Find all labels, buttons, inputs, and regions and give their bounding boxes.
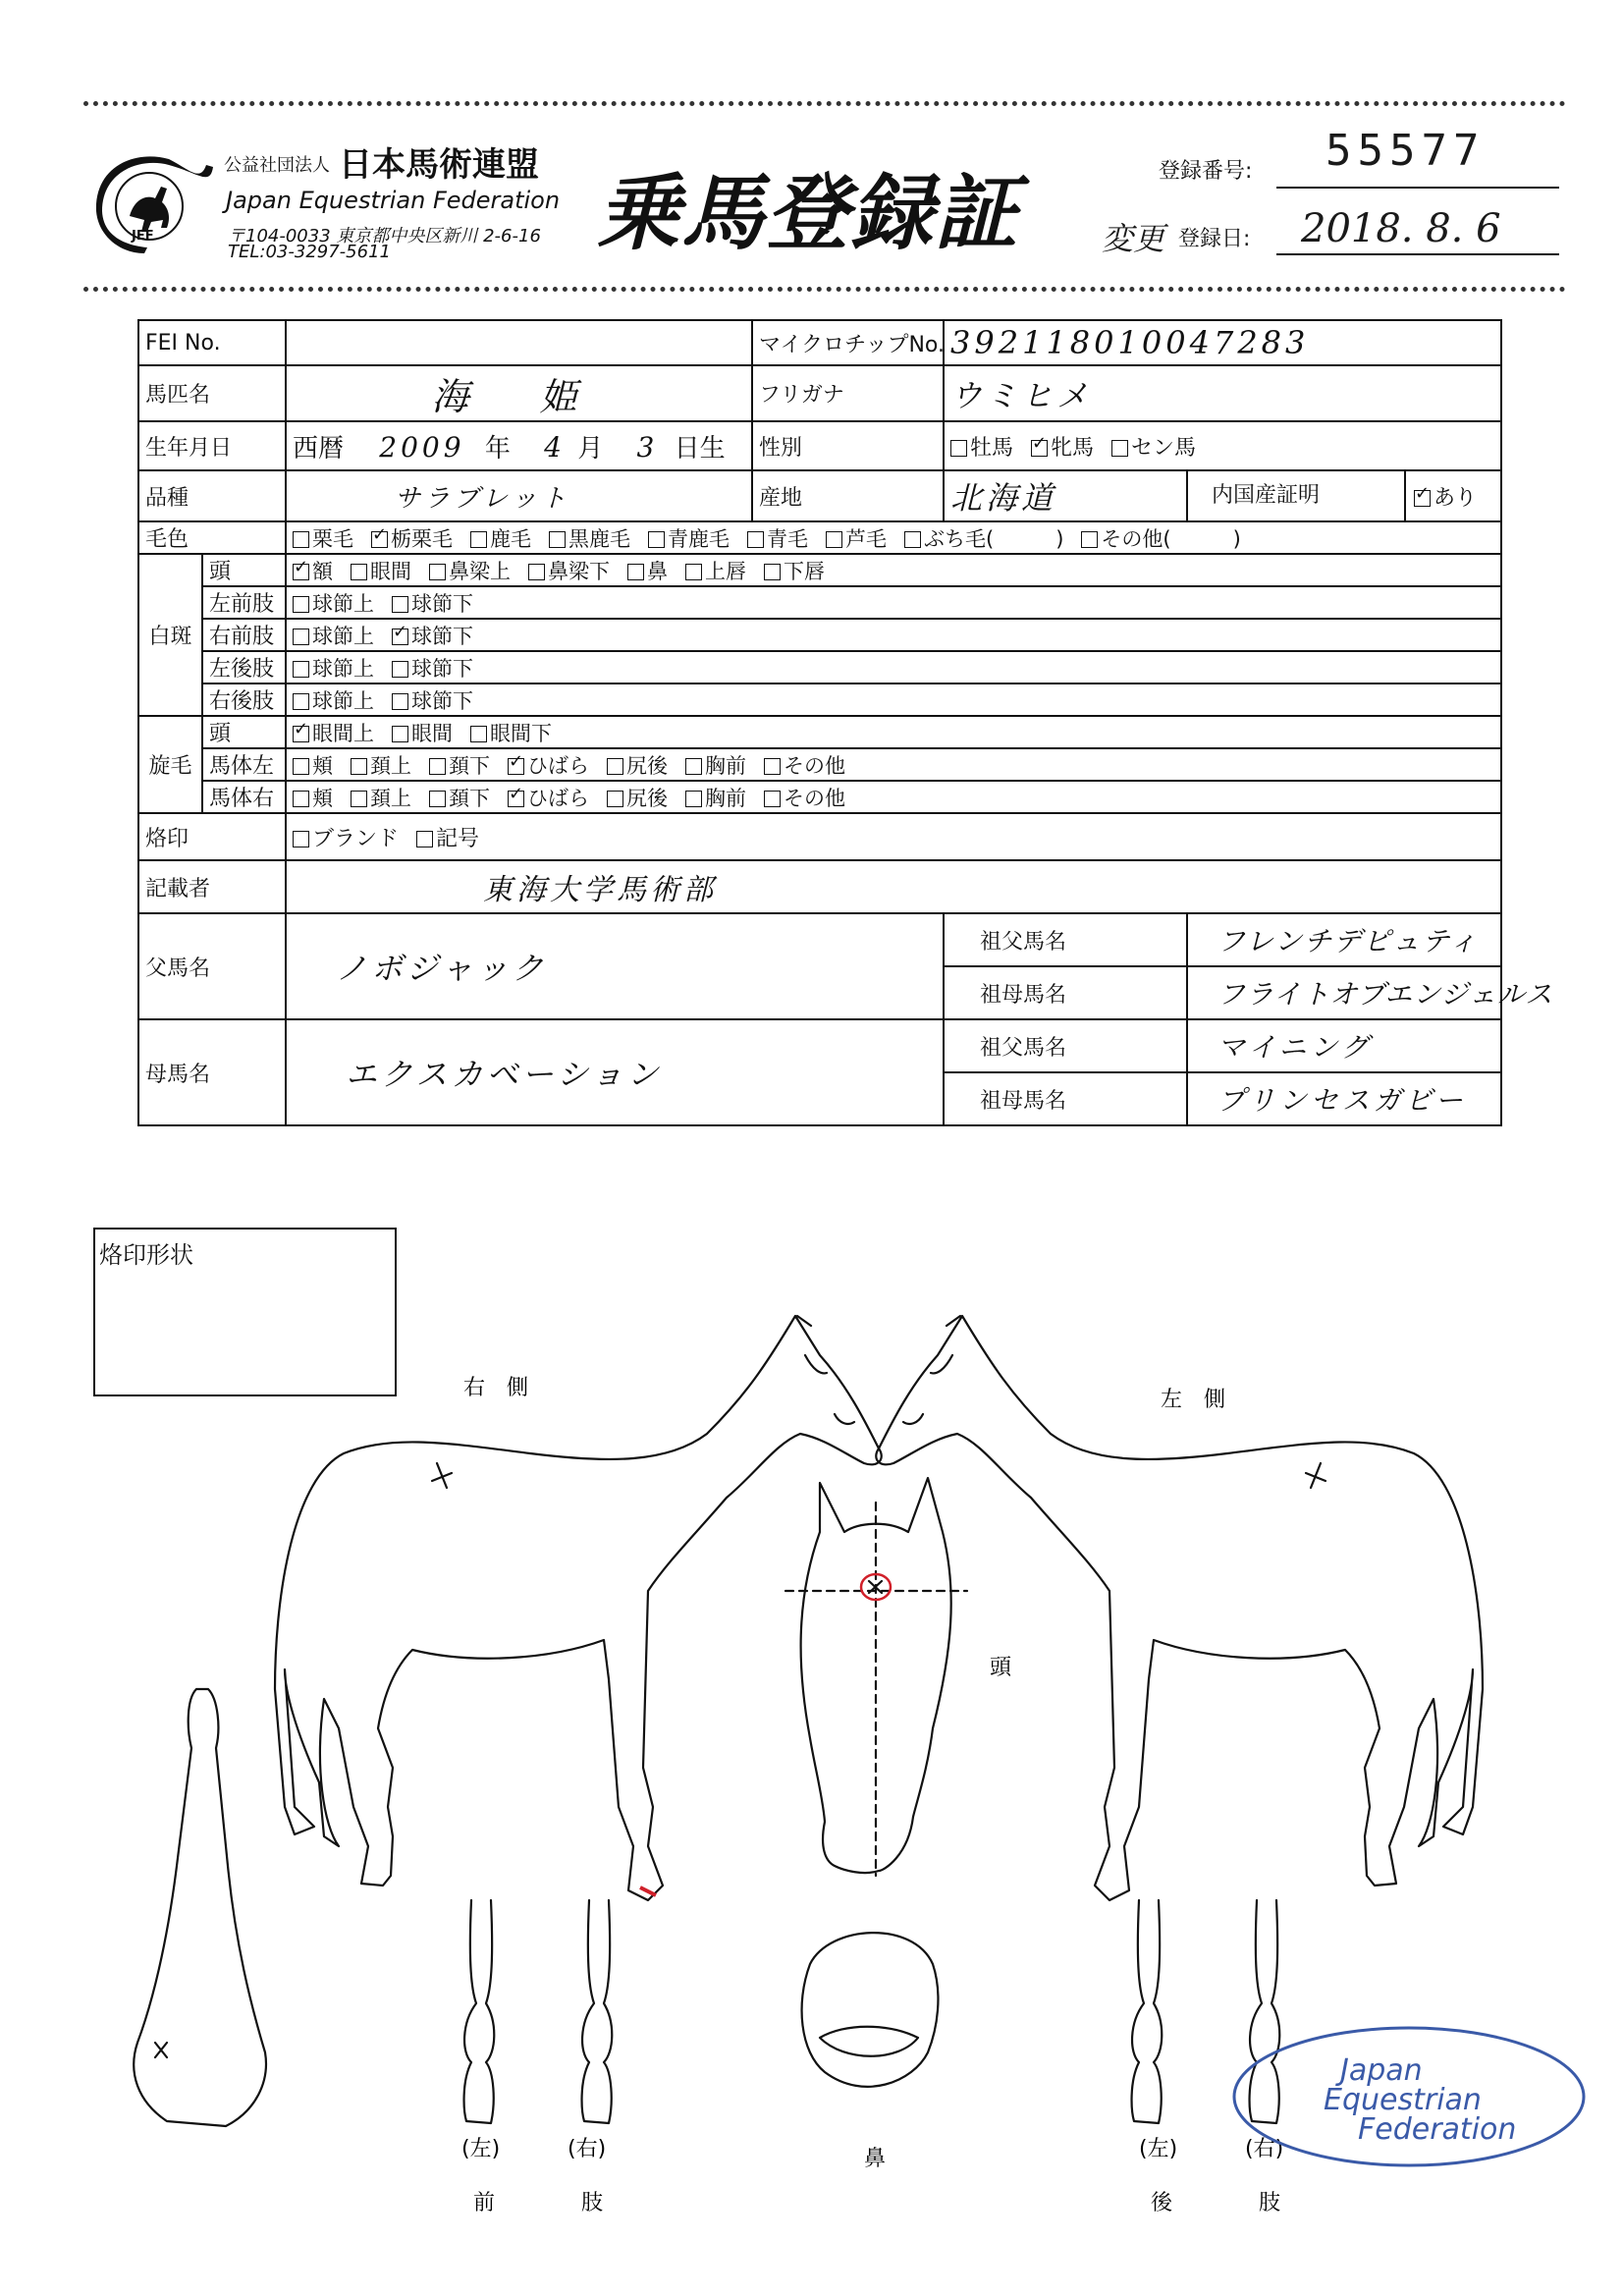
whorl-1-option-5-label: 胸前 — [705, 753, 746, 778]
whorl-0-option-0-checkbox[interactable] — [293, 726, 309, 742]
coat-option-6-checkbox[interactable] — [826, 531, 842, 548]
white-0-option-6[interactable] — [764, 560, 825, 583]
furigana-value: ウミヒメ — [950, 376, 1093, 414]
whorl-2-option-3[interactable] — [508, 787, 589, 810]
coat-option-7-label: ぶち毛( ) — [924, 526, 1064, 551]
sire-gsire-label: 祖父馬名 — [944, 913, 1187, 966]
reg-date-label: 登録日: — [1178, 227, 1251, 251]
whorl-group — [138, 716, 1501, 813]
white-2-option-0-label: 球節上 — [312, 624, 374, 648]
whorl-part-label: 頭 — [202, 716, 286, 748]
whorl-part-label: 馬体右 — [202, 781, 286, 813]
whorl-0-option-1-label: 眼間 — [411, 721, 453, 745]
whorl-2-option-0[interactable] — [293, 787, 333, 810]
row-fei — [138, 320, 1501, 365]
white-3-option-0[interactable] — [293, 657, 374, 681]
whorl-1-option-1-label: 頚上 — [370, 753, 411, 778]
name-value-field[interactable] — [286, 365, 752, 421]
row-name — [138, 365, 1501, 421]
coat-option-1[interactable] — [371, 527, 453, 551]
whorl-2-option-1[interactable] — [351, 787, 411, 810]
origin-value: 北海道 — [950, 479, 1057, 517]
whorl-1-option-2-checkbox[interactable] — [429, 758, 446, 775]
whorl-1-option-1[interactable] — [351, 754, 411, 778]
white-0-option-5[interactable] — [685, 560, 746, 583]
whorl-1-option-2-label: 頚下 — [449, 753, 490, 778]
coat-option-0-checkbox[interactable] — [293, 531, 309, 548]
birth-month-unit: 月 — [577, 433, 604, 464]
nose-label: 鼻 — [864, 2147, 887, 2171]
coat-option-3[interactable] — [549, 527, 630, 551]
birth-value-field[interactable] — [286, 421, 752, 470]
whorl-0-option-0[interactable] — [293, 722, 374, 745]
coat-option-3-checkbox[interactable] — [549, 531, 566, 548]
whorl-1-option-3-checkbox[interactable] — [508, 758, 524, 775]
sex-options — [944, 421, 1501, 470]
whorl-options — [286, 748, 1501, 781]
reg-no-value: 55577 — [1325, 126, 1486, 176]
whorl-1-option-6-label: その他 — [784, 753, 845, 778]
whorl-2-option-2-label: 頚下 — [449, 786, 490, 810]
whorl-2-option-4-checkbox[interactable] — [607, 791, 623, 807]
white-options — [286, 683, 1501, 716]
dam-gdam-value: プリンセスガビー — [1217, 1084, 1467, 1117]
right-side-label: 右 側 — [463, 1376, 529, 1400]
white-2-option-1-label: 球節下 — [411, 624, 473, 648]
whorl-2-option-4[interactable] — [607, 787, 668, 810]
whorl-1-option-0-checkbox[interactable] — [293, 758, 309, 775]
dam-value: エクスカベーション — [346, 1056, 663, 1093]
white-1-option-0-checkbox[interactable] — [293, 596, 309, 613]
whorl-1-option-6[interactable] — [764, 754, 845, 778]
chip-value: 392118010047283 — [950, 324, 1310, 361]
white-3-option-1-label: 球節下 — [411, 656, 473, 681]
recorder-value: 東海大学馬術部 — [483, 873, 717, 907]
coat-option-0-label: 栗毛 — [312, 526, 353, 551]
whorl-2-option-0-label: 頬 — [312, 786, 333, 810]
coat-option-1-label: 栃栗毛 — [391, 526, 453, 551]
whorl-1-option-6-checkbox[interactable] — [764, 758, 781, 775]
white-0-option-5-checkbox[interactable] — [685, 564, 702, 580]
nose-outline — [802, 1933, 939, 2087]
document-title: 乗馬登録証 — [597, 165, 1020, 261]
fei-value-field[interactable] — [286, 320, 752, 365]
birth-day-unit: 日生 — [674, 433, 726, 464]
whorl-group-label: 旋毛 — [138, 716, 202, 813]
whorl-2-option-6-checkbox[interactable] — [764, 791, 781, 807]
white-1-option-0-label: 球節上 — [312, 591, 374, 616]
breed-value-field[interactable] — [286, 470, 752, 521]
white-options — [286, 619, 1501, 651]
white-row — [138, 586, 1501, 619]
whorl-0-option-1[interactable] — [392, 722, 453, 745]
whorl-2-option-0-checkbox[interactable] — [293, 791, 309, 807]
white-2-option-0[interactable] — [293, 625, 374, 648]
whorl-0-option-1-checkbox[interactable] — [392, 726, 408, 742]
white-0-option-1-checkbox[interactable] — [351, 564, 367, 580]
brand-label: 烙印 — [138, 813, 286, 860]
white-group-label: 白斑 — [138, 554, 202, 716]
coat-option-3-label: 黒鹿毛 — [568, 526, 630, 551]
row-coat — [138, 521, 1501, 554]
hind-legs-outline — [1132, 1900, 1280, 2123]
org-name: 日本馬術連盟 — [339, 145, 539, 185]
row-dam-1 — [138, 1019, 1501, 1072]
whorl-0-option-2[interactable] — [470, 722, 552, 745]
whorl-1-option-4-checkbox[interactable] — [607, 758, 623, 775]
hind-left-label: (左) — [1139, 2137, 1178, 2161]
dam-gsire-field[interactable] — [1187, 1019, 1501, 1072]
whorl-0-option-2-checkbox[interactable] — [470, 726, 487, 742]
white-4-option-0-checkbox[interactable] — [293, 693, 309, 710]
white-1-option-0[interactable] — [293, 592, 374, 616]
row-sire-1 — [138, 913, 1501, 966]
white-4-option-1-label: 球節下 — [411, 688, 473, 713]
recorder-label: 記載者 — [138, 860, 286, 913]
furigana-label: フリガナ — [752, 365, 944, 421]
coat-option-8[interactable] — [1081, 527, 1240, 551]
coat-option-5-checkbox[interactable] — [747, 531, 764, 548]
front-head-outline — [785, 1478, 967, 1876]
org-type: 公益社団法人 — [224, 155, 330, 176]
origin-value-field[interactable] — [944, 470, 1187, 521]
dam-value-field[interactable] — [286, 1019, 944, 1125]
stamp-line1: Japan — [1340, 2053, 1423, 2088]
sex-option-0-label: 牡馬 — [970, 435, 1014, 461]
coat-option-0[interactable] — [293, 527, 353, 551]
reg-no-underline — [1276, 187, 1559, 189]
whorl-1-option-5-checkbox[interactable] — [685, 758, 702, 775]
coat-option-8-checkbox[interactable] — [1081, 531, 1098, 548]
whorl-2-option-5[interactable] — [685, 787, 746, 810]
whorl-part-label: 馬体左 — [202, 748, 286, 781]
org-address: 〒104-0033 東京都中央区新川 2-6-16 — [228, 226, 541, 246]
white-0-option-4-checkbox[interactable] — [627, 564, 644, 580]
white-part-label: 右後肢 — [202, 683, 286, 716]
white-3-option-0-label: 球節上 — [312, 656, 374, 681]
white-4-option-1[interactable] — [392, 689, 473, 713]
chip-label: マイクロチップNo. — [752, 320, 944, 365]
left-side-label: 左 側 — [1161, 1388, 1226, 1412]
coat-option-2-label: 鹿毛 — [490, 526, 531, 551]
white-3-option-0-checkbox[interactable] — [293, 661, 309, 678]
whorl-options — [286, 781, 1501, 813]
stamp-line2: Equestrian — [1324, 2083, 1482, 2117]
brand-option-0[interactable] — [293, 827, 399, 851]
white-4-option-0[interactable] — [293, 689, 374, 713]
right-side-horse-outline — [275, 1316, 882, 1900]
white-row — [138, 554, 1501, 586]
white-2-option-0-checkbox[interactable] — [293, 629, 309, 645]
whorl-1-option-3-label: ひばら — [527, 753, 589, 778]
white-part-label: 左後肢 — [202, 651, 286, 683]
hind-label-2: 肢 — [1259, 2191, 1281, 2215]
white-0-option-0[interactable] — [293, 560, 333, 583]
white-1-option-1[interactable] — [392, 592, 473, 616]
domestic-option-label: あり — [1434, 485, 1478, 511]
fore-label-2: 肢 — [581, 2191, 604, 2215]
chip-value-field[interactable] — [944, 320, 1501, 365]
sire-gsire-value: フレンチデピュティ — [1217, 925, 1479, 957]
whorl-1-option-0[interactable] — [293, 754, 333, 778]
white-0-option-0-label: 額 — [312, 559, 333, 583]
sire-gsire-field[interactable] — [1187, 913, 1501, 966]
white-1-option-1-checkbox[interactable] — [392, 596, 408, 613]
whorl-0-option-0-label: 眼間上 — [312, 721, 374, 745]
fei-label: FEI No. — [138, 320, 286, 365]
reg-date-value: 2018. 8. 6 — [1301, 206, 1501, 251]
coat-option-4-checkbox[interactable] — [648, 531, 665, 548]
brand-option-0-checkbox[interactable] — [293, 831, 309, 847]
sire-gdam-label: 祖母馬名 — [944, 966, 1187, 1019]
birth-day: 3 — [636, 430, 659, 464]
whorl-1-option-4[interactable] — [607, 754, 668, 778]
birth-label: 生年月日 — [138, 421, 286, 470]
coat-option-6-label: 芦毛 — [845, 526, 887, 551]
coat-option-5[interactable] — [747, 527, 808, 551]
white-options — [286, 651, 1501, 683]
coat-option-7[interactable] — [904, 527, 1063, 551]
row-breed — [138, 470, 1501, 521]
white-row — [138, 683, 1501, 716]
white-0-option-3-label: 鼻梁下 — [548, 559, 610, 583]
dam-label: 母馬名 — [138, 1019, 286, 1125]
coat-option-8-label: その他( ) — [1101, 526, 1241, 551]
pastern-mark — [640, 1887, 656, 1895]
sire-value: ノボジャック — [336, 950, 548, 987]
dam-gdam-label: 祖母馬名 — [944, 1072, 1187, 1125]
white-1-option-1-label: 球節下 — [411, 591, 473, 616]
recorder-value-field[interactable] — [286, 860, 1501, 913]
whorl-2-option-2-checkbox[interactable] — [429, 791, 446, 807]
birth-era: 西暦 — [293, 433, 345, 464]
birth-year-unit: 年 — [484, 433, 511, 464]
dam-gdam-field[interactable] — [1187, 1072, 1501, 1125]
sex-option-1[interactable] — [1031, 436, 1094, 461]
fore-label-1: 前 — [473, 2191, 496, 2215]
sex-option-1-checkbox[interactable] — [1031, 440, 1048, 457]
coat-label: 毛色 — [138, 521, 286, 554]
sire-label: 父馬名 — [138, 913, 286, 1019]
white-0-option-2[interactable] — [429, 560, 511, 583]
whorl-2-option-6[interactable] — [764, 787, 845, 810]
whorl-row — [138, 748, 1501, 781]
whorl-0-option-2-label: 眼間下 — [490, 721, 552, 745]
white-2-option-1[interactable] — [392, 625, 473, 648]
fore-right-label: (右) — [568, 2137, 607, 2161]
row-brand — [138, 813, 1501, 860]
domestic-option[interactable] — [1406, 481, 1477, 512]
brand-option-1-checkbox[interactable] — [416, 831, 433, 847]
white-part-label: 右前肢 — [202, 619, 286, 651]
whorl-2-option-5-checkbox[interactable] — [685, 791, 702, 807]
white-marks-group — [138, 554, 1501, 716]
sire-gdam-value: フライトオブエンジェルス — [1217, 978, 1553, 1011]
coat-option-2[interactable] — [470, 527, 531, 551]
coat-option-4[interactable] — [648, 527, 730, 551]
whorl-1-option-5[interactable] — [685, 754, 746, 778]
org-name-en: Japan Equestrian Federation — [226, 187, 561, 214]
white-0-option-1-label: 眼間 — [370, 559, 411, 583]
whorl-1-option-1-checkbox[interactable] — [351, 758, 367, 775]
coat-option-7-checkbox[interactable] — [904, 531, 921, 548]
coat-option-1-checkbox[interactable] — [371, 531, 388, 548]
domestic-label: 内国産証明 — [1188, 471, 1406, 520]
whorl-1-option-0-label: 頬 — [312, 753, 333, 778]
white-options — [286, 554, 1501, 586]
white-3-option-1[interactable] — [392, 657, 473, 681]
fore-legs-outline — [464, 1900, 613, 2123]
white-4-option-0-label: 球節上 — [312, 688, 374, 713]
brand-options — [286, 813, 1501, 860]
brand-option-1[interactable] — [416, 827, 479, 851]
name-label: 馬匹名 — [138, 365, 286, 421]
white-part-label: 頭 — [202, 554, 286, 586]
brand-shape-label: 烙印形状 — [99, 1241, 193, 1269]
row-birth — [138, 421, 1501, 470]
fore-left-label: (左) — [461, 2137, 501, 2161]
whorl-2-option-6-label: その他 — [784, 786, 845, 810]
birth-month: 4 — [544, 430, 566, 464]
white-3-option-1-checkbox[interactable] — [392, 661, 408, 678]
white-options — [286, 586, 1501, 619]
jef-logo — [90, 137, 218, 260]
coat-option-5-label: 青毛 — [767, 526, 808, 551]
dam-gsire-label: 祖父馬名 — [944, 1019, 1187, 1072]
whorl-2-option-1-label: 頚上 — [370, 786, 411, 810]
sex-option-0[interactable] — [950, 436, 1013, 461]
white-0-option-3-checkbox[interactable] — [528, 564, 545, 580]
jef-stamp — [1234, 2028, 1584, 2165]
reg-no-label: 登録番号: — [1159, 159, 1253, 184]
head-label: 頭 — [990, 1656, 1012, 1680]
whorl-2-option-2[interactable] — [429, 787, 490, 810]
name-value: 海 姫 — [431, 375, 607, 418]
sex-option-2[interactable] — [1111, 436, 1196, 461]
white-0-option-0-checkbox[interactable] — [293, 564, 309, 580]
sire-value-field[interactable] — [286, 913, 944, 1019]
white-0-option-1[interactable] — [351, 560, 411, 583]
reg-date-underline — [1276, 253, 1559, 255]
white-row — [138, 651, 1501, 683]
white-0-option-6-checkbox[interactable] — [764, 564, 781, 580]
svg-text:JEF: JEF — [132, 229, 154, 244]
origin-label: 産地 — [752, 470, 944, 521]
brand-option-1-label: 記号 — [436, 826, 480, 851]
dam-gsire-value: マイニング — [1217, 1031, 1373, 1064]
whorl-row — [138, 781, 1501, 813]
birth-year: 2009 — [379, 430, 465, 464]
stamp-line3: Federation — [1358, 2112, 1517, 2147]
whorl-2-option-4-label: 尻後 — [626, 786, 668, 810]
whorl-options — [286, 716, 1501, 748]
whorl-2-option-1-checkbox[interactable] — [351, 791, 367, 807]
white-0-option-4[interactable] — [627, 560, 668, 583]
coat-options — [286, 521, 1501, 554]
whorl-1-option-4-label: 尻後 — [626, 753, 668, 778]
white-0-option-4-label: 鼻 — [647, 559, 668, 583]
coat-option-6[interactable] — [826, 527, 887, 551]
sex-option-0-checkbox[interactable] — [950, 440, 967, 457]
sire-gdam-field[interactable] — [1187, 966, 1553, 1019]
breed-label: 品種 — [138, 470, 286, 521]
white-0-option-3[interactable] — [528, 560, 610, 583]
coat-option-4-label: 青鹿毛 — [668, 526, 730, 551]
header-dotted-rule — [83, 287, 1566, 300]
hind-right-label: (右) — [1245, 2137, 1284, 2161]
white-0-option-6-label: 下唇 — [784, 559, 825, 583]
domestic-checkbox[interactable] — [1414, 490, 1431, 507]
whorl-1-option-3[interactable] — [508, 754, 589, 778]
whorl-2-option-3-label: ひばら — [527, 786, 589, 810]
hind-label-1: 後 — [1151, 2191, 1173, 2215]
registration-form-table — [137, 319, 1553, 1126]
breed-value: サラブレット — [395, 483, 570, 514]
coat-option-2-checkbox[interactable] — [470, 531, 487, 548]
brand-option-0-label: ブランド — [312, 826, 400, 851]
horse-diagram — [0, 1277, 1623, 2259]
whorl-2-option-5-label: 胸前 — [705, 786, 746, 810]
sex-option-2-checkbox[interactable] — [1111, 440, 1128, 457]
sex-label: 性別 — [752, 421, 944, 470]
top-dotted-rule — [83, 101, 1566, 114]
white-0-option-2-label: 鼻梁上 — [449, 559, 511, 583]
white-0-option-5-label: 上唇 — [705, 559, 746, 583]
whorl-row — [138, 716, 1501, 748]
white-4-option-1-checkbox[interactable] — [392, 693, 408, 710]
domestic-cell — [1187, 470, 1501, 521]
sex-option-1-label: 牝馬 — [1051, 435, 1095, 461]
top-view-outline — [134, 1689, 266, 2126]
org-tel: TEL:03-3297-5611 — [228, 242, 391, 262]
white-0-option-2-checkbox[interactable] — [429, 564, 446, 580]
white-2-option-1-checkbox[interactable] — [392, 629, 408, 645]
change-mark: 変更 — [1102, 220, 1165, 257]
furigana-value-field[interactable] — [944, 365, 1501, 421]
whorl-1-option-2[interactable] — [429, 754, 490, 778]
whorl-2-option-3-checkbox[interactable] — [508, 791, 524, 807]
sex-option-2-label: セン馬 — [1131, 435, 1197, 461]
white-row — [138, 619, 1501, 651]
white-part-label: 左前肢 — [202, 586, 286, 619]
row-recorder — [138, 860, 1501, 913]
